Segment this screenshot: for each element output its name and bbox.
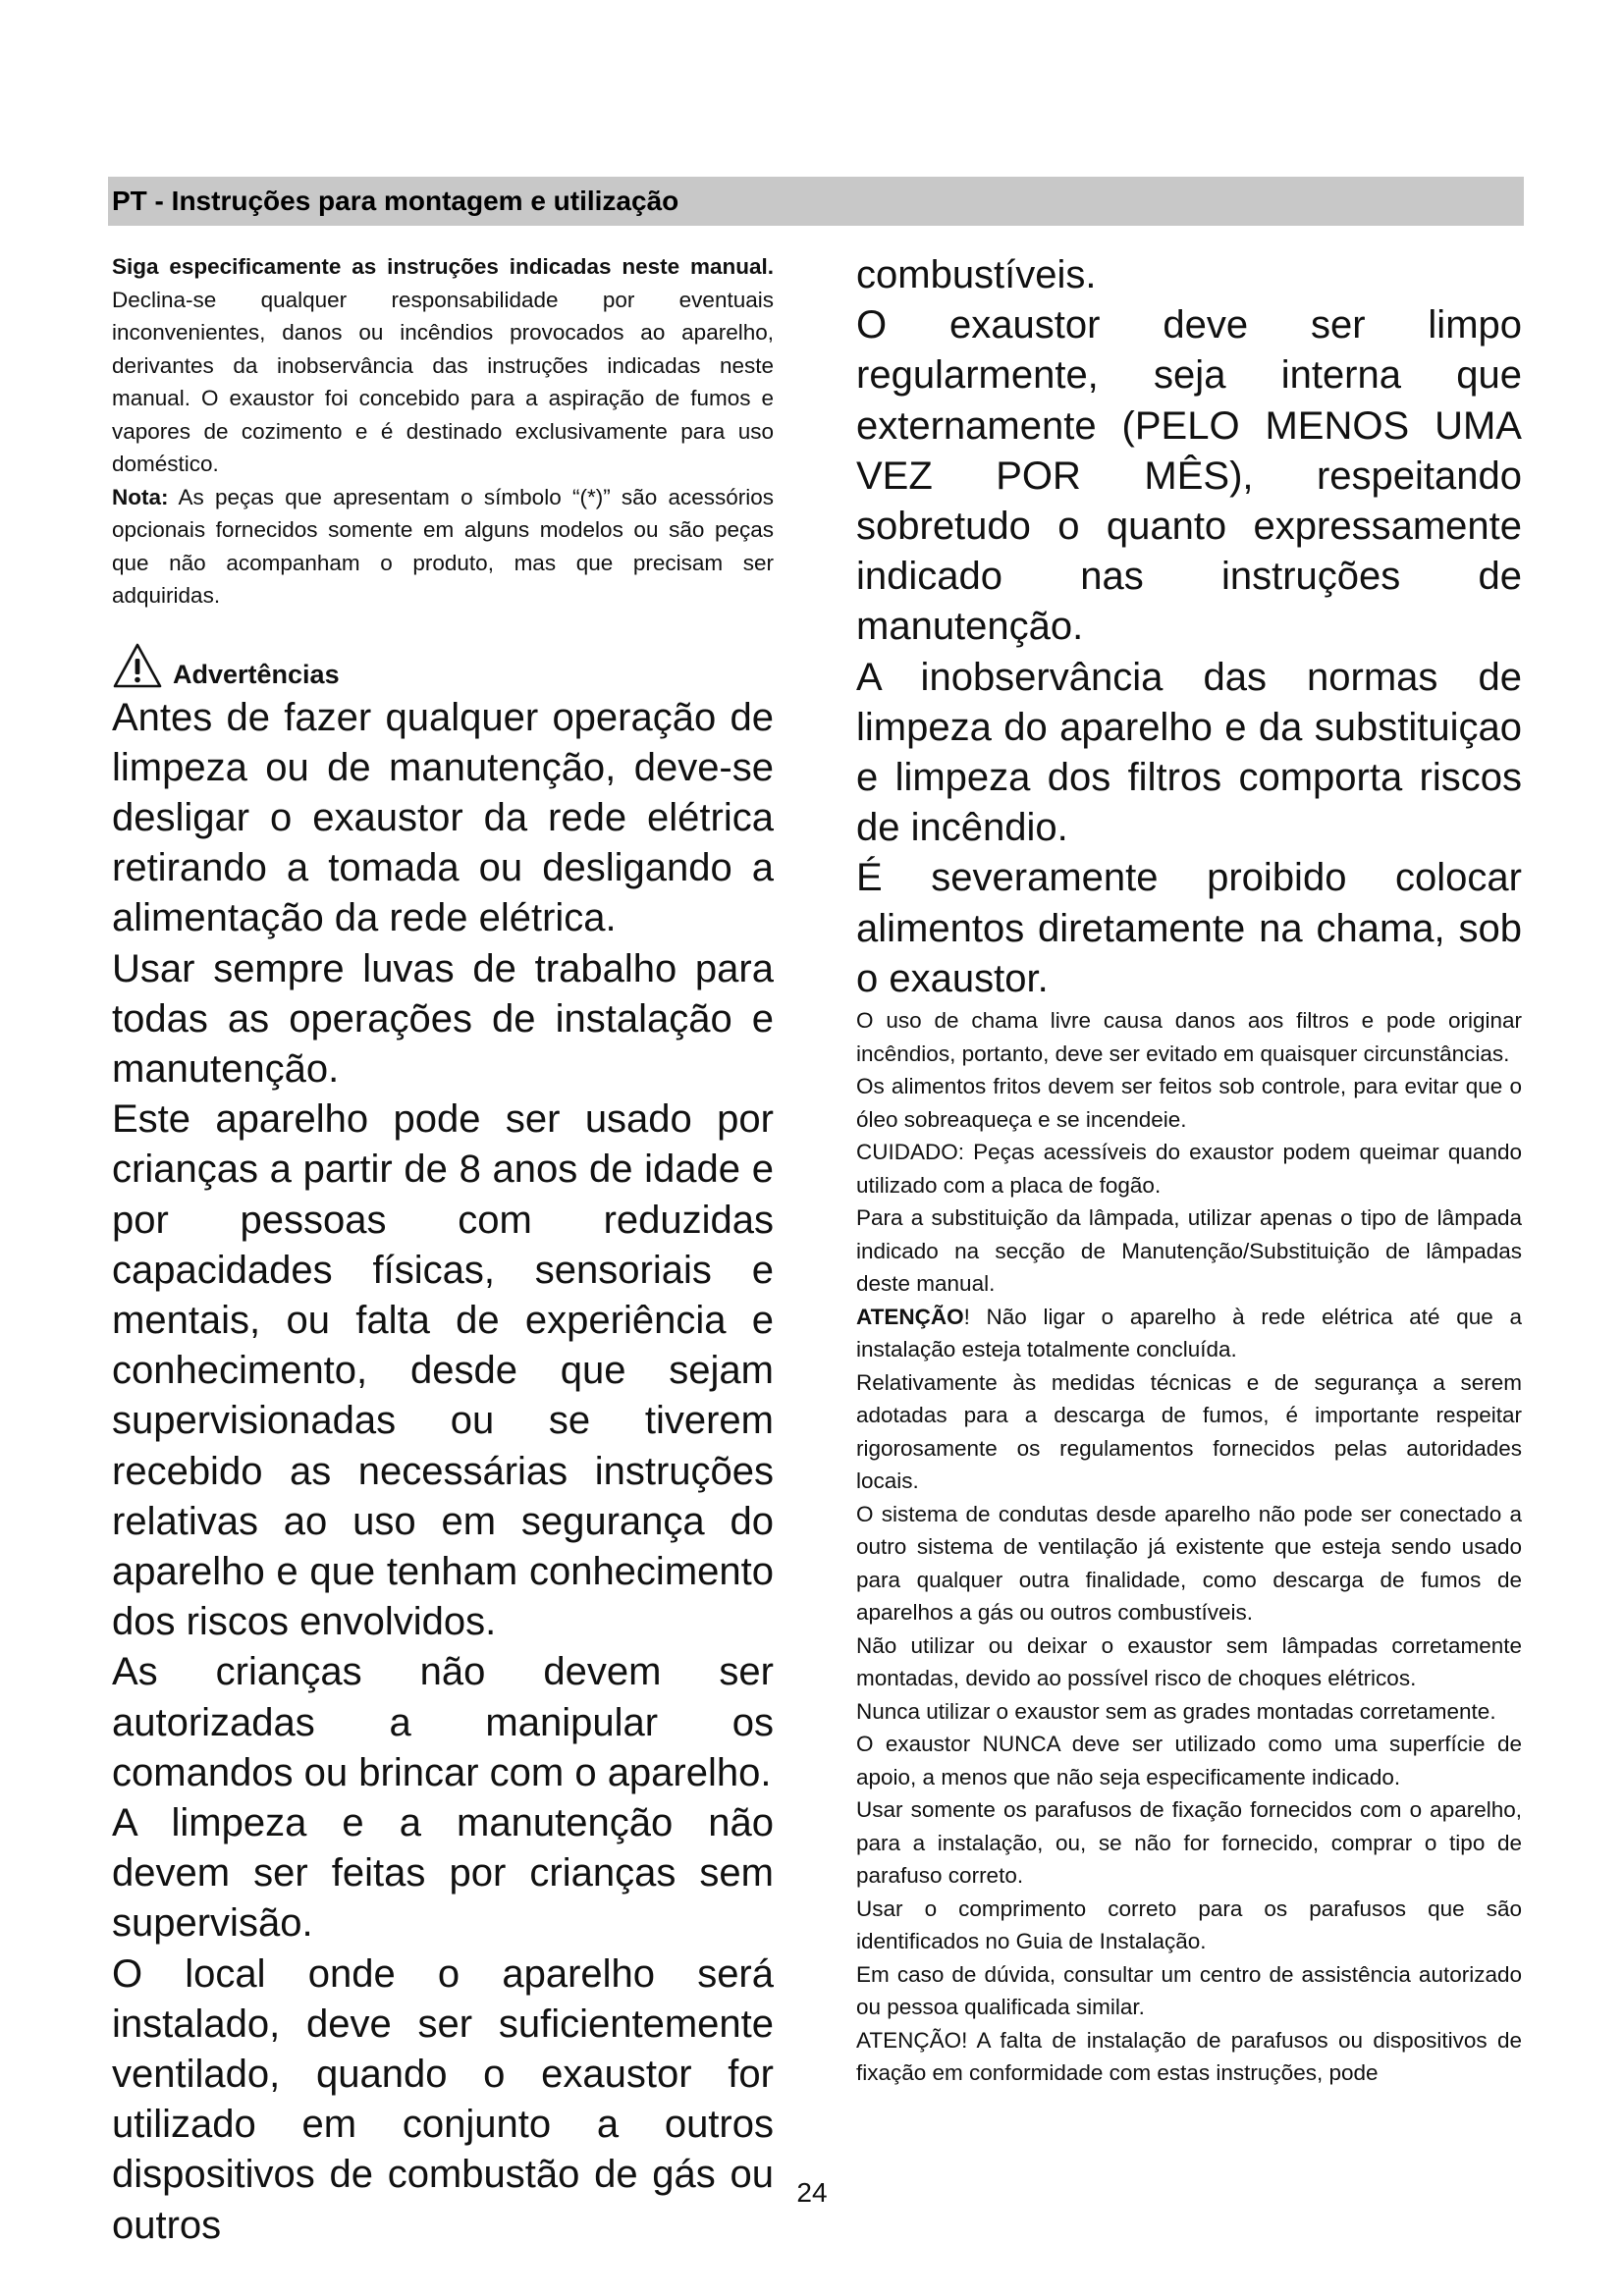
small-paragraph: Usar somente os parafusos de fixação fornecidos com o aparelho, para a instalação, ou, se não for fornecido, comprar o tipo de parafuso correto. [856, 1797, 1522, 1889]
intro-bold-lead: Siga especificamente as instruções indicadas neste manual. [112, 254, 774, 279]
large-paragraph: O exaustor deve ser limpo regularmente, seja interna que externamente (PELO MENOS UMA VEZ POR MÊS), respeitando sobretudo o quanto expressamente indicado nas instruções de manutenção. [856, 303, 1522, 649]
warning-paragraph: A limpeza e a manutenção não devem ser feitas por crianças sem supervisão. [112, 1800, 774, 1946]
left-column [112, 250, 774, 2251]
small-paragraph: Relativamente às medidas técnicas e de segurança a serem adotadas para a descarga de fumos, é importante respeitar rigorosamente os regulamentos fornecidos pelas autoridades locais. [856, 1369, 1522, 1494]
small-paragraph: O sistema de condutas desde aparelho não pode ser conectado a outro sistema de ventilação já existente que esteja sendo usado para qualquer outra finalidade, como descarga de fumos de aparelhos a gás ou outros combustíveis. [856, 1501, 1522, 1626]
right-column [856, 250, 1522, 2090]
small-paragraph: ATENÇÃO! Não ligar o aparelho à rede elétrica até que a instalação esteja totalmente concluída. [856, 1304, 1522, 1362]
small-paragraph: O uso de chama livre causa danos aos filtros e pode originar incêndios, portanto, deve ser evitado em quaisquer circunstâncias. [856, 1008, 1522, 1066]
note-label: Nota: [112, 484, 169, 509]
note-paragraph [112, 481, 774, 613]
intro-text: Declina-se qualquer responsabilidade por eventuais inconvenientes, danos ou incêndios provocados ao aparelho, derivantes da inobservância das instruções indicadas neste manual. O exaustor foi concebido para a aspiração de fumos e vapores de cozimento e é destinado exclusivamente para uso doméstico. [112, 287, 774, 476]
section-title: PT - Instruções para montagem e utilização [112, 186, 679, 216]
small-paragraph: Em caso de dúvida, consultar um centro de assistência autorizado ou pessoa qualificada similar. [856, 1961, 1522, 2020]
large-paragraph: É severamente proibido colocar alimentos diretamente na chama, sob o exaustor. [856, 856, 1522, 1000]
small-paragraph: Usar o comprimento correto para os parafusos que são identificados no Guia de Instalação. [856, 1896, 1522, 1954]
page-number: 24 [796, 2177, 828, 2208]
warning-paragraph: Este aparelho pode ser usado por crianças a partir de 8 anos de idade e por pessoas com reduzidas capacidades físicas, sensoriais e mentais, ou falta de experiência e conhecimento, desde que sejam supervisionadas ou se tiverem recebido as necessárias instruções relativas ao uso em segurança do aparelho e que tenham conhecimento dos riscos envolvidos. [112, 1097, 774, 1644]
large-paragraph: combustíveis. [856, 253, 1097, 296]
small-paragraph: CUIDADO: Peças acessíveis do exaustor podem queimar quando utilizado com a placa de fogão. [856, 1140, 1522, 1198]
warning-paragraph: Usar sempre luvas de trabalho para todas as operações de instalação e manutenção. [112, 946, 774, 1091]
small-paragraph: ATENÇÃO! A falta de instalação de parafusos ou dispositivos de fixação em conformidade com estas instruções, pode [856, 2027, 1522, 2086]
note-text: As peças que apresentam o símbolo “(*)” são acessórios opcionais fornecidos somente em alguns modelos ou são peças que não acompanham o produto, mas que precisam ser adquiridas. [112, 484, 774, 608]
warning-triangle-icon [112, 642, 163, 689]
warning-paragraph: O local onde o aparelho será instalado, deve ser suficientemente ventilado, quando o exaustor for utilizado em conjunto a outros dispositivos de combustão de gás ou outros [112, 1951, 774, 2247]
warning-paragraph: As crianças não devem ser autorizadas a manipular os comandos ou brincar com o aparelho. [112, 1650, 774, 1794]
large-paragraph: A inobservância das normas de limpeza do aparelho e da substituiçao e limpeza dos filtros comporta riscos de incêndio. [856, 655, 1522, 850]
section-header-bar [108, 177, 1524, 226]
warnings-title: Advertências [173, 659, 340, 689]
small-paragraph: O exaustor NUNCA deve ser utilizado como uma superfície de apoio, a menos que não seja especificamente indicado. [856, 1732, 1522, 1789]
warnings-heading [112, 630, 774, 689]
small-paragraph: Para a substituição da lâmpada, utilizar apenas o tipo de lâmpada indicado na secção de Manutenção/Substituição de lâmpadas deste manual. [856, 1205, 1522, 1297]
small-paragraph: Nunca utilizar o exaustor sem as grades montadas corretamente. [856, 1698, 1496, 1724]
intro-paragraph [112, 250, 774, 481]
small-paragraph: Não utilizar ou deixar o exaustor sem lâmpadas corretamente montadas, devido ao possível risco de choques elétricos. [856, 1632, 1522, 1691]
warning-paragraph: Antes de fazer qualquer operação de limpeza ou de manutenção, deve-se desligar o exaustor da rede elétrica retirando a tomada ou desligando a alimentação da rede elétrica. [112, 695, 774, 940]
small-paragraph: Os alimentos fritos devem ser feitos sob controle, para evitar que o óleo sobreaqueça e se incendeie. [856, 1074, 1522, 1132]
